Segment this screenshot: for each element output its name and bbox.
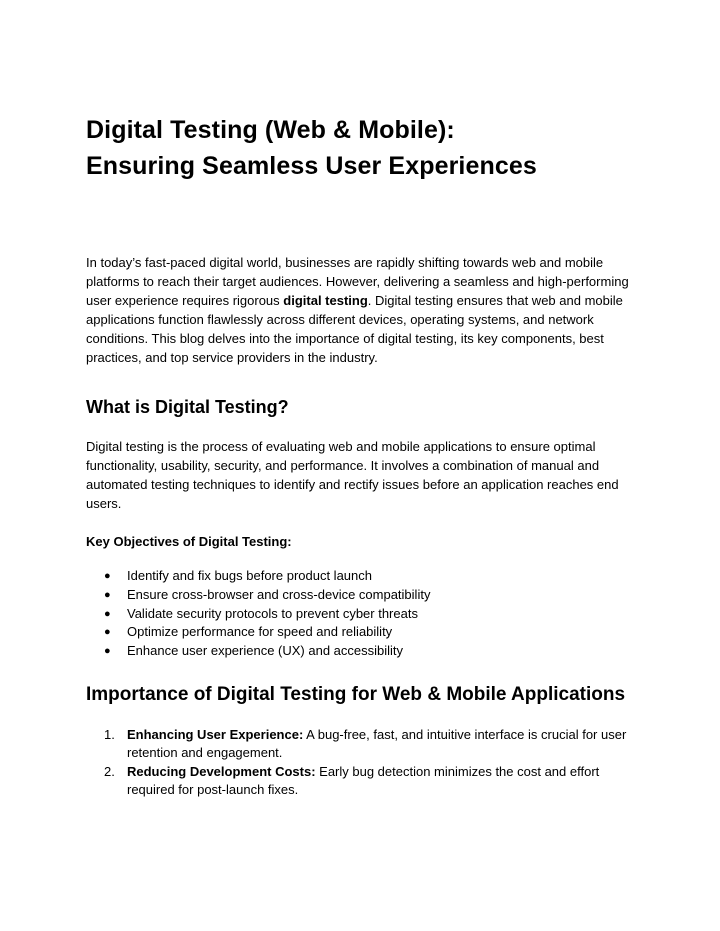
importance-list	[86, 726, 634, 800]
list-item-text: Enhance user experience (UX) and accessibility	[127, 643, 404, 659]
objectives-list	[86, 567, 634, 661]
list-item-text: Early bug detection minimizes the cost and effort required for post-launch fixes.	[127, 763, 600, 798]
intro-paragraph	[86, 253, 634, 367]
intro-text-start: In today’s fast-paced digital world, businesses are rapidly shifting towards web and mobile platforms to reach their target audiences. However, delivering a seamless and high-performing user experience requires rigorous	[86, 255, 629, 308]
list-item	[86, 763, 634, 800]
what-is-heading: What is Digital Testing?	[86, 397, 289, 417]
list-item	[86, 567, 634, 586]
list-item	[86, 586, 634, 605]
title-line-1: Digital Testing (Web & Mobile):	[86, 116, 455, 144]
list-item	[86, 605, 634, 624]
intro-text-end: . Digital testing ensures that web and mobile applications function flawlessly across different devices, operating systems, and network conditions. This blog delves into the importance of digital testing, its key components, best practices, and top service providers in the industry.	[86, 293, 623, 365]
list-item	[86, 726, 634, 763]
list-item-text: Optimize performance for speed and reliability	[127, 624, 393, 640]
list-item-bold: Reducing Development Costs:	[127, 763, 316, 779]
list-item-bold: Enhancing User Experience:	[127, 726, 304, 742]
list-item	[86, 623, 634, 642]
what-is-paragraph: Digital testing is the process of evaluating web and mobile applications to ensure optimal functionality, usability, security, and performance. It involves a combination of manual and automated testing techniques to identify and rectify issues before an application reaches end users.	[86, 439, 619, 511]
bullet-icon: ●	[104, 588, 111, 601]
title-line-2: Ensuring Seamless User Experiences	[86, 152, 537, 180]
list-number: 2.	[104, 763, 115, 779]
importance-heading: Importance of Digital Testing for Web & Mobile Applications	[86, 683, 626, 705]
bullet-icon: ●	[104, 570, 111, 582]
bullet-icon: ●	[104, 607, 111, 620]
list-item-text: Validate security protocols to prevent cyber threats	[127, 605, 418, 621]
objectives-heading: Key Objectives of Digital Testing:	[86, 534, 292, 549]
list-item	[86, 642, 634, 661]
intro-bold-term: digital testing	[283, 293, 368, 308]
list-item-text: Identify and fix bugs before product launch	[127, 568, 372, 583]
list-item-text: Ensure cross-browser and cross-device compatibility	[127, 586, 431, 602]
bullet-icon: ●	[104, 626, 111, 639]
page-title	[86, 0, 634, 184]
bullet-icon: ●	[104, 645, 111, 658]
list-number: 1.	[104, 726, 115, 742]
list-item-text: A bug-free, fast, and intuitive interface is crucial for user retention and engagement.	[127, 726, 627, 761]
